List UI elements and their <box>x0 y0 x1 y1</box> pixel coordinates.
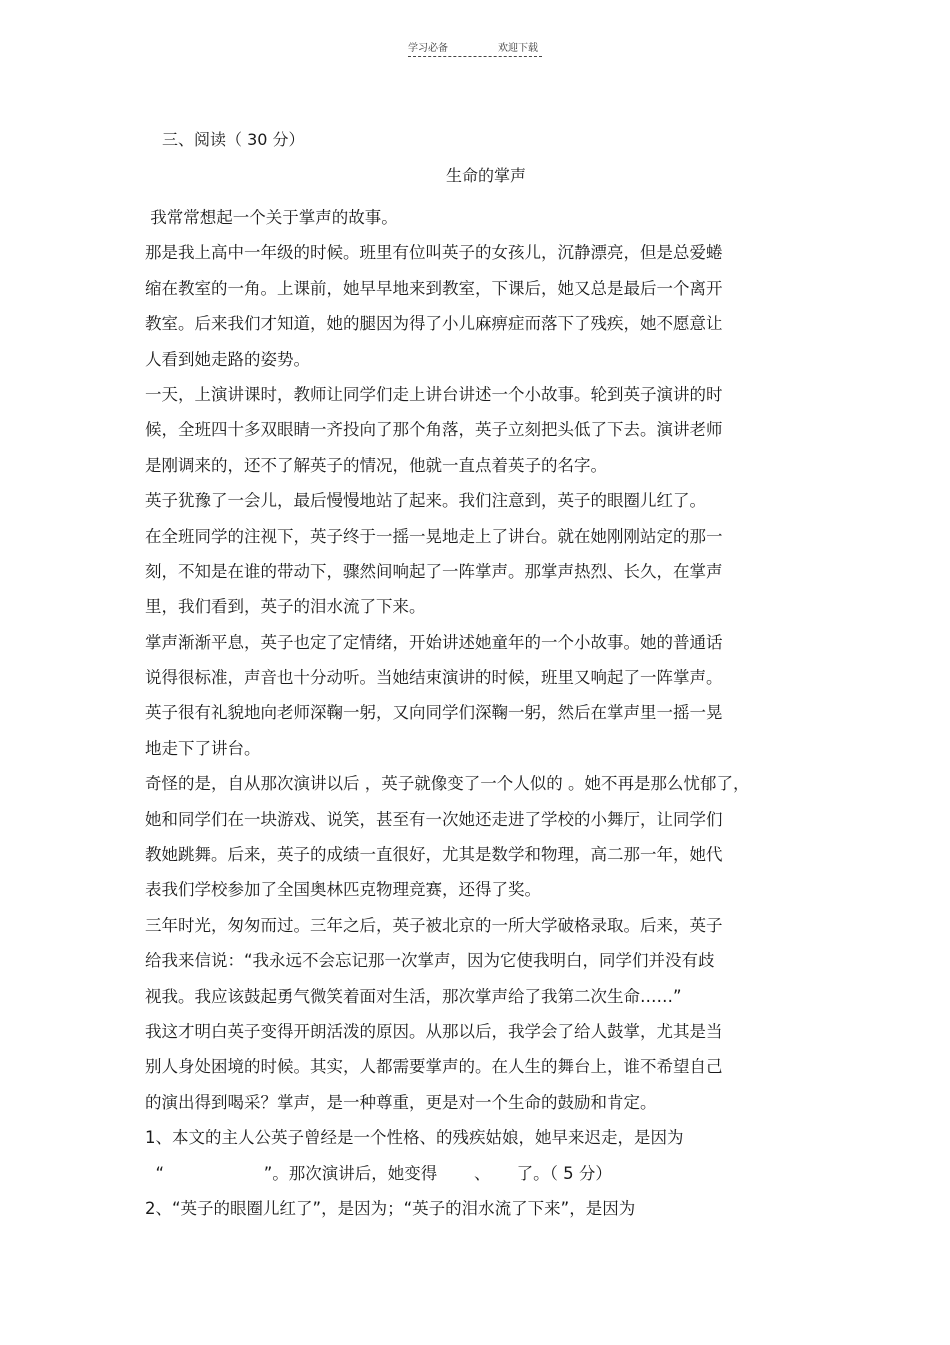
text-line: 刻，不知是在谁的带动下，骤然间响起了一阵掌声。那掌声热烈、长久，在掌声 <box>145 561 723 581</box>
question-2: 2、“英子的眼圈儿红了”，是因为；“英子的泪水流了下来”，是因为 <box>145 1198 636 1218</box>
text-line: 给我来信说：“我永远不会忘记那一次掌声，因为它使我明白，同学们并没有歧 <box>145 951 715 971</box>
text-line: 英子很有礼貌地向老师深鞠一躬，又向同学们深鞠一躬，然后在掌声里一摇一晃 <box>145 703 723 723</box>
text-line: 表我们学校参加了全国奥林匹克物理竞赛，还得了奖。 <box>145 880 541 900</box>
text-line: 她和同学们在一块游戏、说笑，甚至有一次她还走进了学校的小舞厅，让同学们 <box>145 809 723 829</box>
text-line: 地走下了讲台。 <box>145 738 261 758</box>
story-body <box>145 200 805 1226</box>
text-line: 那是我上高中一年级的时候。班里有位叫英子的女孩儿，沉静漂亮，但是总爱蜷 <box>145 243 723 263</box>
question-1: 1、本文的主人公英子曾经是一个性格、的残疾姑娘，她早来迟走，是因为 <box>145 1128 684 1148</box>
text-line: 缩在教室的一角。上课前，她早早地来到教室，下课后，她又总是最后一个离开 <box>145 278 723 298</box>
page-header <box>408 38 542 57</box>
text-line: 三年时光，匆匆而过。三年之后，英子被北京的一所大学破格录取。后来，英子 <box>145 915 723 935</box>
header-left-text: 学习必备 <box>408 43 448 54</box>
text-line: 掌声渐渐平息，英子也定了定情绪，开始讲述她童年的一个小故事。她的普通话 <box>145 632 723 652</box>
text-line: 我常常想起一个关于掌声的故事。 <box>145 208 398 227</box>
text-line: 在全班同学的注视下，英子终于一摇一晃地走上了讲台。就在她刚刚站定的那一 <box>145 526 723 546</box>
text-line: 教她跳舞。后来，英子的成绩一直很好，尤其是数学和物理，高二那一年，她代 <box>145 845 723 865</box>
text-line: 说得很标准，声音也十分动听。当她结束演讲的时候，班里又响起了一阵掌声。 <box>145 668 723 688</box>
question-1-continued: “ ”。那次演讲后，她变得 、 了。（ 5 分） <box>145 1163 612 1183</box>
text-line: 英子犹豫了一会儿，最后慢慢地站了起来。我们注意到，英子的眼圈儿红了。 <box>145 491 706 511</box>
story-title: 生命的掌声 <box>446 166 527 185</box>
text-line: 里，我们看到，英子的泪水流了下来。 <box>145 597 426 617</box>
text-line: 视我。我应该鼓起勇气微笑着面对生活，那次掌声给了我第二次生命……” <box>145 986 682 1006</box>
text-line: 我这才明白英子变得开朗活泼的原因。从那以后，我学会了给人鼓掌，尤其是当 <box>145 1021 723 1041</box>
header-right-text: 欢迎下载 <box>498 43 538 54</box>
text-line: 别人身处困境的时候。其实，人都需要掌声的。在人生的舞台上，谁不希望自己 <box>145 1057 723 1077</box>
text-line: 人看到她走路的姿势。 <box>145 349 310 369</box>
text-line: 的演出得到喝采？掌声，是一种尊重，更是对一个生命的鼓励和肯定。 <box>145 1092 657 1112</box>
text-line: 教室。后来我们才知道，她的腿因为得了小儿麻痹症而落下了残疾，她不愿意让 <box>145 314 723 334</box>
text-line: 是刚调来的，还不了解英子的情况，他就一直点着英子的名字。 <box>145 455 607 475</box>
text-line: 奇怪的是，自从那次演讲以后 ，英子就像变了一个人似的 。她不再是那么忧郁了， <box>145 774 750 794</box>
section-title: 三、阅读（ 30 分） <box>162 130 305 149</box>
text-line: 一天，上演讲课时，教师让同学们走上讲台讲述一个小故事。轮到英子演讲的时 <box>145 384 723 404</box>
text-line: 候，全班四十多双眼睛一齐投向了那个角落，英子立刻把头低了下去。演讲老师 <box>145 420 723 440</box>
